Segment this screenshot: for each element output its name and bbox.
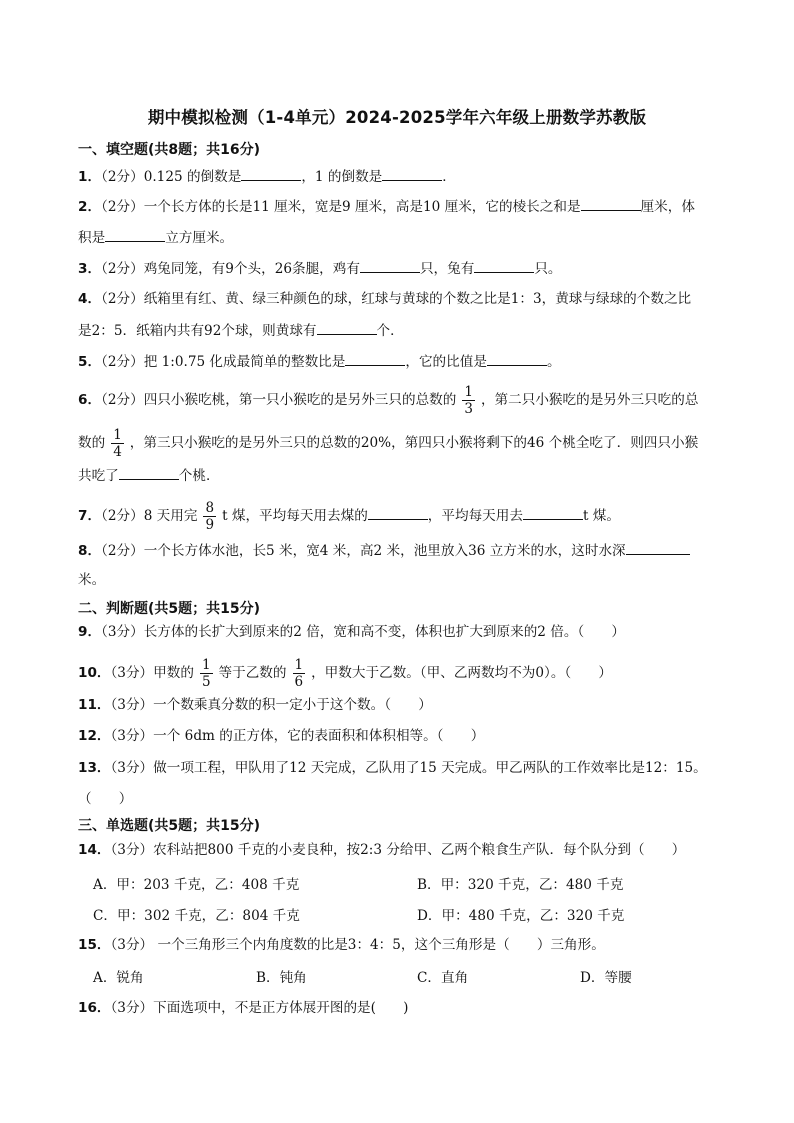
question-13-cont: [78, 789, 132, 809]
question-score: （3分）: [110, 665, 154, 681]
question-5: [78, 351, 561, 372]
question-score: （3分）: [101, 624, 144, 640]
question-text: 做一项工程，甲队用了12 天完成，乙队用了15 天完成。甲乙两队的工作效率比是12：15。: [153, 760, 707, 776]
question-text: 下面选项中，不是正方体展开图的是( ): [153, 1000, 409, 1016]
question-number: 1．: [78, 169, 102, 185]
question-number: 5．: [78, 354, 102, 370]
answer-blank[interactable]: [119, 465, 179, 480]
question-4-cont: [78, 320, 404, 341]
question-text: 只，兔有: [419, 261, 475, 277]
answer-blank[interactable]: [382, 166, 442, 181]
answer-blank[interactable]: [368, 505, 428, 520]
question-2: [78, 196, 695, 217]
question-text: 0.125 的倒数是: [143, 169, 242, 185]
question-6-cont2: [78, 465, 220, 486]
question-12: [78, 726, 484, 746]
page-title: 期中模拟检测（1-4单元）2024-2025学年六年级上册数学苏教版: [147, 108, 647, 127]
question-11: [78, 695, 432, 715]
question-13: [78, 758, 707, 778]
question-text: 数的: [78, 435, 106, 451]
question-text: 一个长方体水池，长5 米，宽4 米，高2 米，池里放入36 立方米的水，这时水深: [143, 543, 626, 559]
question-text: t 煤，平均每天用去煤的: [222, 508, 368, 524]
question-score: （3分）: [110, 1000, 154, 1016]
question-number: 2．: [78, 199, 102, 215]
question-text: 积是: [78, 230, 106, 246]
question-score: （2分）: [101, 169, 144, 185]
question-text: 纸箱里有红、黄、绿三种颜色的球，红球与黄球的个数之比是1：3，黄球与绿球的个数之比: [143, 291, 692, 307]
question-number: 9．: [78, 624, 102, 640]
question-10: [78, 657, 612, 690]
question-score: （2分）: [101, 291, 144, 307]
question-text: 立方厘米。: [165, 230, 234, 246]
question-number: 16．: [78, 1000, 111, 1016]
question-text: 等于乙数的: [218, 665, 287, 681]
question-text: ，它的比值是: [405, 354, 487, 370]
question-text: t 煤。: [582, 508, 620, 524]
question-text: 一个 6dm 的正方体，它的表面积和体积相等。（ ）: [153, 728, 485, 744]
question-number: 12．: [78, 728, 111, 744]
question-4: [78, 289, 691, 309]
option-b[interactable]: B．甲：320 千克，乙：480 千克: [417, 877, 624, 893]
question-text: 个．: [376, 323, 404, 339]
question-number: 3．: [78, 261, 102, 277]
section-heading-fill-blank: 一、填空题(共8题；共16分): [78, 142, 261, 158]
question-text: 甲数的: [153, 665, 194, 681]
question-score: （2分）: [101, 261, 144, 277]
section-heading-single-choice: 三、单选题(共5题；共15分): [78, 818, 261, 834]
question-score: （2分）: [101, 199, 144, 215]
question-6-cont: [78, 427, 698, 460]
option-d[interactable]: D．等腰: [580, 970, 632, 986]
question-number: 11．: [78, 697, 111, 713]
question-7: [78, 500, 620, 533]
answer-parentheses[interactable]: （ ）: [78, 791, 133, 807]
question-text: 长方体的长扩大到原来的2 倍，宽和高不变，体积也扩大到原来的2 倍。（ ）: [143, 624, 626, 640]
fraction: $\frac{8}{9}$: [205, 500, 215, 533]
question-text: 共吃了: [78, 468, 119, 484]
question-number: 15．: [78, 937, 111, 953]
section-heading-true-false: 二、判断题(共5题；共15分): [78, 601, 261, 617]
fraction: $\frac{1}{3}$: [464, 384, 473, 417]
option-c[interactable]: C．甲：302 千克，乙：804 千克: [93, 908, 300, 924]
question-score: （2分）: [101, 508, 144, 524]
question-text: 只。: [534, 261, 562, 277]
question-number: 10．: [78, 665, 111, 681]
question-number: 4．: [78, 291, 102, 307]
question-score: （3分）: [110, 842, 154, 858]
question-text: 一个数乘真分数的积一定小于这个数。（ ）: [153, 697, 432, 713]
question-number: 8．: [78, 543, 102, 559]
question-text: 是2：5．纸箱内共有92个球，则黄球有: [78, 323, 317, 339]
question-score: （3分）: [110, 760, 154, 776]
question-text: 8 天用完: [143, 508, 198, 524]
question-number: 14．: [78, 842, 111, 858]
option-c[interactable]: C．直角: [417, 970, 469, 986]
answer-blank[interactable]: [523, 505, 583, 520]
answer-blank[interactable]: [360, 258, 420, 273]
answer-blank[interactable]: [105, 227, 165, 242]
answer-blank[interactable]: [487, 351, 547, 366]
option-b[interactable]: B．钝角: [256, 970, 307, 986]
question-text: 一个三角形三个内角度数的比是3：4：5，这个三角形是（ ）三角形。: [153, 937, 605, 953]
answer-blank[interactable]: [241, 166, 301, 181]
question-9: [78, 622, 625, 642]
question-text: 四只小猴吃桃，第一只小猴吃的是另外三只的总数的: [143, 392, 457, 408]
answer-blank[interactable]: [345, 351, 405, 366]
question-text: ，第二只小猴吃的是另外三只吃的总: [480, 392, 699, 408]
question-text: ，平均每天用去: [427, 508, 523, 524]
question-text: 鸡兔同笼，有9个头，26条腿，鸡有: [143, 261, 360, 277]
question-8: [78, 540, 690, 561]
question-text: 农科站把800 千克的小麦良种，按2:3 分给甲、乙两个粮食生产队．每个队分到（ ）: [153, 842, 686, 858]
question-text: ，1 的倒数是: [301, 169, 383, 185]
fraction: $\frac{1}{6}$: [294, 657, 304, 690]
question-text: 厘米，体: [640, 199, 695, 215]
question-8-cont: [78, 570, 105, 590]
question-16: [78, 998, 408, 1018]
question-6: [78, 384, 698, 417]
question-number: 6．: [78, 392, 102, 408]
question-text: 个桃．: [178, 468, 220, 484]
question-number: 7．: [78, 508, 102, 524]
question-2-cont: [78, 227, 233, 248]
question-text: 一个长方体的长是11 厘米，宽是9 厘米，高是10 厘米，它的棱长之和是: [143, 199, 581, 215]
question-text: ．: [442, 169, 456, 185]
question-score: （3分）: [110, 728, 154, 744]
question-score: （2分）: [101, 392, 144, 408]
question-text: 米。: [78, 572, 106, 588]
question-1: [78, 166, 456, 187]
question-score: （3分）: [110, 937, 154, 953]
fraction: $\frac{1}{4}$: [113, 427, 122, 460]
option-d[interactable]: D．甲：480 千克，乙：320 千克: [417, 908, 625, 924]
question-3: [78, 258, 562, 279]
answer-blank[interactable]: [581, 196, 641, 211]
question-score: （3分）: [110, 697, 154, 713]
question-number: 13．: [78, 760, 111, 776]
fraction: $\frac{1}{5}$: [201, 657, 211, 690]
question-score: （2分）: [101, 543, 144, 559]
question-text: ，第三只小猴吃的是另外三只的总数的20%，第四只小猴将剩下的46 个桃全吃了．则四只小猴: [129, 435, 699, 451]
question-15: [78, 935, 605, 955]
question-text: 。: [546, 354, 561, 370]
question-score: （2分）: [101, 354, 144, 370]
question-text: ，甲数大于乙数。（甲、乙两数均不为0）。（ ）: [311, 665, 612, 681]
option-a[interactable]: A．甲：203 千克，乙：408 千克: [93, 877, 300, 893]
answer-blank[interactable]: [626, 540, 690, 555]
answer-blank[interactable]: [474, 258, 534, 273]
question-text: 把 1:0.75 化成最简单的整数比是: [143, 354, 346, 370]
answer-blank[interactable]: [317, 320, 377, 335]
option-a[interactable]: A．锐角: [93, 970, 144, 986]
question-14: [78, 840, 685, 860]
